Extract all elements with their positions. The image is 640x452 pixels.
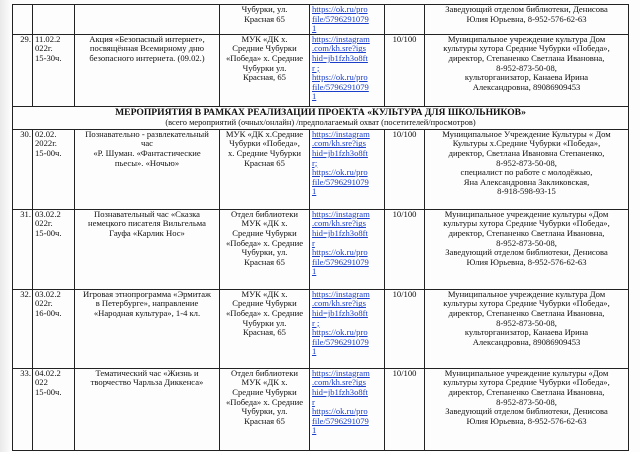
cell-line: .com/kh.sre?igs [312,44,366,54]
cell-line: Чубурки ул. [242,63,287,73]
cell-no: 30. [13,129,33,209]
cell-line: https://instagram [312,34,370,44]
cell-event [75,209,220,289]
cell-line: Яна Александровна Закликовская, [463,177,590,187]
cell-line: 15-00ч. [35,228,62,238]
cell-line: 8-952-873-50-08, [496,238,557,248]
cell-no: 31. [13,209,33,289]
cell-line: директор, Светлана Ивановна Степаненко, [448,148,605,158]
cell-line: .com/kh.sre?igs [312,139,366,149]
table-row [13,34,629,106]
cell-line: Средние Чубурки [232,228,297,238]
cell-line: Муниципальное учреждение культуры «Дом [444,209,609,219]
cell-line: культорганизатор, Канаева Ирина [464,73,589,83]
section-subtitle: (всего мероприятий (очных/онлайн) /предполагаемый охват (посетителей/просмотров) [165,117,476,127]
cell-line: Александровна, 89086909453 [472,82,581,92]
cell-line: Муниципальное учреждение культуры «Дом [444,368,609,378]
cell-line: r; [312,158,318,168]
cell-date [33,34,75,106]
cell-line: 15-00ч. [35,387,62,397]
cell-line: «Победа» х. Средние [225,397,304,407]
cell-line: МУК «ДК х. [241,289,288,299]
scan-edge [0,0,10,452]
cell-line: 022 [35,378,48,388]
section-header-row [13,106,629,129]
cell-line: 8-952-873-50-08, [496,63,557,73]
cell-event [75,368,220,450]
cell-line: Красная 65 [244,158,285,168]
cell-line: Муниципальное учреждение культура Дом [447,289,606,299]
cell-no: 29. [13,34,33,106]
cell-line: 15-00ч. [35,148,62,158]
cell-line: r [312,238,315,248]
cell-line: 022г. [35,44,53,54]
cell-line: Заведующий отделом библиотеки, Денисова [445,407,608,417]
cell-line: «Победа» х. Средние [225,53,304,63]
cell-line: file/5796291079 [312,257,369,267]
cell-date [33,209,75,289]
cell-line: Чубурки, ул. [241,248,288,258]
cell-line: hid=jb1fzh3o8ft [312,308,368,318]
cell-line: Чубурки «Победа», [229,139,300,149]
cell-line: МУК «ДК х. [241,378,288,388]
cell-count: 10/100 [385,289,425,368]
section-header [13,106,629,129]
cell-place [220,34,310,106]
cell-line: «Народная культура», 1-4 кл. [93,308,201,318]
cell-org [425,289,629,368]
cell-line: Познавательно - развлекательный [85,129,209,139]
cell-line: посвящённая Всемирному дню [89,44,205,54]
cell-line: 022г. [35,299,53,309]
cell-line: Красная 65 [244,416,285,426]
cell-place [220,368,310,450]
cell-line: Тематический час «Жизнь и [95,368,199,378]
cell-line: Красная 65 [244,14,285,24]
cell-line: х. Средние Чубурки [227,148,302,158]
table-row [13,5,629,35]
cell-count: 10/100 [385,129,425,209]
cell-line: Чубурки ул. [242,318,287,328]
cell-line: 2022г. [35,139,57,149]
cell-line: культуры хутора Средние Чубурки «Победа», [443,299,610,309]
cell-line: Юлия Юрьевна, 8-952-576-62-63 [466,14,587,24]
cell-line: .com/kh.sre?igs [312,378,366,388]
cell-link[interactable] [310,129,385,209]
cell-count: 10/100 [385,209,425,289]
cell-no [13,5,33,35]
cell-line: МУК «ДК х.Средние [225,129,304,139]
cell-line: 04.02.2 [35,368,61,378]
cell-line: 022г. [35,219,53,229]
cell-date [33,129,75,209]
cell-line: Средние Чубурки [232,299,297,309]
cell-place [220,209,310,289]
cell-line: 15-30ч. [35,53,62,63]
cell-date [33,5,75,35]
cell-line: hid=jb1fzh3o8ft [312,53,368,63]
cell-line: час [141,139,153,149]
cell-org [425,368,629,450]
cell-line: 8-952-873-50-08, [496,318,557,328]
cell-org [425,34,629,106]
cell-line: культуры хутора Средние Чубурки «Победа», [443,219,610,229]
cell-line: Гауфа «Карлик Нос» [109,228,185,238]
cell-line: Заведующий отделом библиотеки, Денисова [445,248,608,258]
cell-line: Чубурки, ул. [241,407,288,417]
cell-link[interactable] [310,289,385,368]
events-table-body [13,5,629,451]
cell-line: культуры хутора Средние Чубурки «Победа», [443,378,610,388]
table-row [13,209,629,289]
cell-line: .com/kh.sre?igs [312,299,366,309]
cell-line: hid=jb1fzh3o8ft [312,228,368,238]
cell-line: Познавательный час «Сказка [94,209,200,219]
cell-event [75,34,220,106]
cell-line: r [312,397,315,407]
cell-line: r ; [312,318,320,328]
cell-line: 1 [312,347,317,357]
cell-link[interactable] [310,5,385,35]
cell-no: 33. [13,368,33,450]
cell-line: 11.02.2 [35,34,61,44]
events-table [12,4,629,451]
section-title: МЕРОПРИЯТИЯ В РАМКАХ РЕАЛИЗАЦИИ ПРОЕКТА «КУЛЬТУРА ДЛЯ ШКОЛЬНИКОВ» [115,107,526,118]
cell-line: 1 [312,426,317,436]
cell-line: https://ok.ru/pro [312,248,368,258]
cell-line: Средние Чубурки [232,44,297,54]
cell-place [220,5,310,35]
cell-line: 02.02. [35,129,57,139]
cell-line: .com/kh.sre?igs [312,219,366,229]
cell-line: Отдел библиотеки [230,209,299,219]
cell-line: МУК «ДК х. [241,34,288,44]
cell-line: «Победа» х. Средние [225,238,304,248]
cell-line: Игровая этнопрограмма «Эрмитаж [83,289,211,299]
cell-no: 32. [13,289,33,368]
cell-line: «Р. Шуман. «Фантастические [93,148,201,158]
cell-line: https://ok.ru/pro [312,168,368,178]
cell-line: культуры хутора Средние Чубурки «Победа», [443,44,610,54]
cell-event [75,5,220,35]
cell-line: директор, Степаненко Светлана Ивановна, [448,53,605,63]
cell-line: Средние Чубурки [232,387,297,397]
cell-line: 8-918-598-93-15 [497,187,556,197]
cell-line: 1 [312,187,317,197]
cell-line: Муниципальное учреждение культура Дом [447,34,606,44]
cell-line: директор, Степаненко Светлана Ивановна, [448,387,605,397]
cell-line: 8-952-873-50-08, [496,397,557,407]
cell-line: Чубурки, ул. [241,5,288,14]
cell-line: 16-00ч. [35,308,62,318]
cell-event [75,289,220,368]
cell-line: r ; [312,63,320,73]
cell-count: 10/100 [385,34,425,106]
cell-line: https://ok.ru/pro [312,328,368,338]
cell-line: директор, Степаненко Светлана Ивановна, [448,228,605,238]
cell-place [220,289,310,368]
cell-line: https://instagram [312,368,370,378]
table-row [13,129,629,209]
cell-line: 03.02.2 [35,289,61,299]
cell-line: в Петербурге», направление [95,299,199,309]
cell-place [220,129,310,209]
cell-line: пьесы». «Ночью» [114,158,180,168]
cell-line: file/5796291079 [312,416,369,426]
cell-line: МУК «ДК х. [241,219,288,229]
cell-line: «Победа» х. Средние [225,308,304,318]
cell-line: https://instagram [312,289,370,299]
cell-event [75,129,220,209]
cell-line: 03.02.2 [35,209,61,219]
cell-line: Акция «Безопасный интернет», [89,34,205,44]
cell-line: немецкого писателя Вильгельма [88,219,206,229]
cell-date [33,289,75,368]
cell-line: Муниципальное Учреждение Культуры « Дом [442,129,611,139]
cell-line: безопасного интернета. (09.02.) [89,53,205,63]
cell-line: Красная 65 [244,257,285,267]
cell-org [425,129,629,209]
cell-line: директор, Степаненко Светлана Ивановна, [448,308,605,318]
cell-org [425,209,629,289]
cell-line: https://ok.ru/pro [312,73,368,83]
cell-line: 1 [312,92,317,102]
cell-line: https://ok.ru/pro [312,5,368,14]
table-row [13,368,629,450]
cell-line: творчество Чарльза Диккенса» [90,378,204,388]
cell-line: специалист по работе с молодёжью, [460,168,593,178]
cell-line: file/5796291079 [312,14,369,24]
cell-line: Отдел библиотеки [230,368,299,378]
cell-line: https://instagram [312,129,370,139]
cell-line: hid=jb1fzh3o8ft [312,148,368,158]
cell-line: Заведующий отделом библиотеки, Денисова [445,5,608,14]
cell-line: Юлия Юрьевна, 8-952-576-62-63 [466,416,587,426]
cell-line: культорганизатор, Канаева Ирина [464,328,589,338]
cell-link[interactable] [310,368,385,450]
table-row [13,289,629,368]
cell-line: https://ok.ru/pro [312,407,368,417]
cell-count [385,5,425,35]
cell-line: https://instagram [312,209,370,219]
cell-line: Юлия Юрьевна, 8-952-576-62-63 [466,257,587,267]
cell-line: file/5796291079 [312,337,369,347]
cell-line: 1 [312,267,317,277]
cell-line: 8-952-873-50-08, [496,158,557,168]
cell-line: Культуры х.Средние Чубурки «Победа», [452,139,601,149]
cell-line: 1 [312,24,317,34]
cell-link[interactable] [310,209,385,289]
cell-line: Александровна, 89086909453 [472,337,581,347]
cell-line: Красная, 65 [243,73,286,83]
cell-line: file/5796291079 [312,82,369,92]
cell-line: file/5796291079 [312,177,369,187]
cell-line: hid=jb1fzh3o8ft [312,387,368,397]
cell-link[interactable] [310,34,385,106]
cell-org [425,5,629,35]
cell-line: Красная, 65 [243,328,286,338]
cell-count: 10/100 [385,368,425,450]
cell-date [33,368,75,450]
